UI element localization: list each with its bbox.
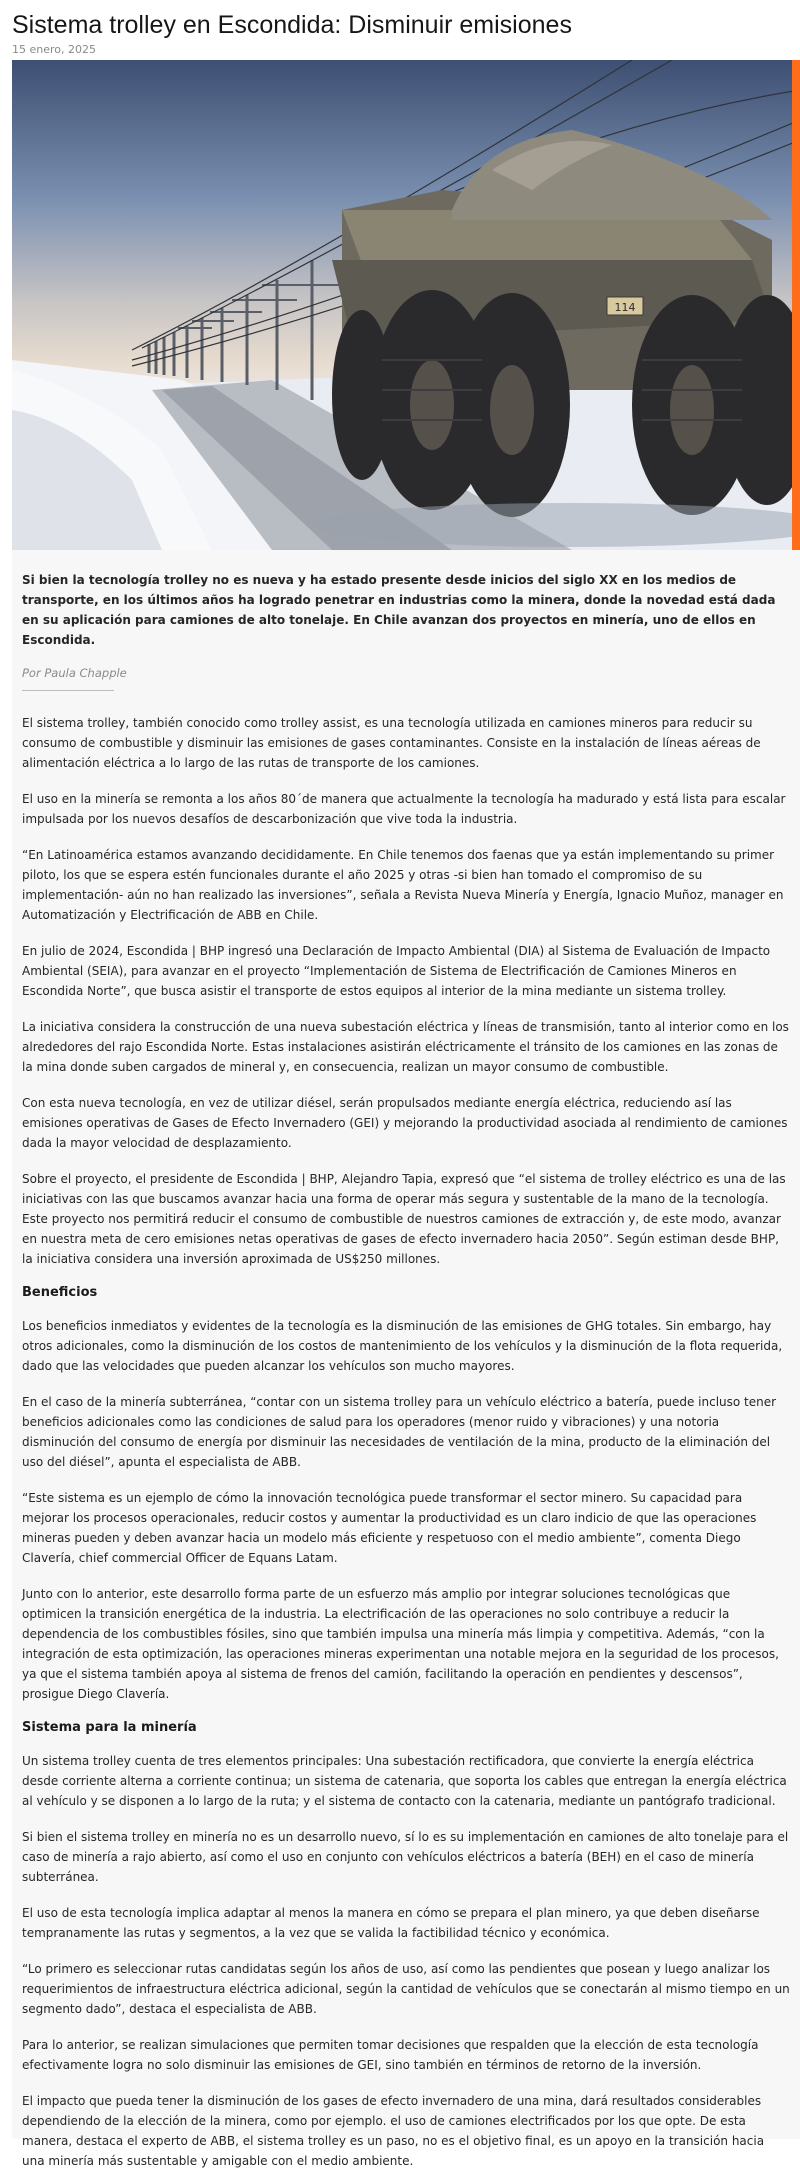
body-paragraph: Los beneficios inmediatos y evidentes de la tecnología es la disminución de las emisiones de GHG totales. Sin embargo, hay otros adicionales, como la disminución de los costos de mantenimiento de los vehículos y la disminución de la flota requerida, dado que las velocidades que pueden alcanzar los vehículos son mucho mayores. xyxy=(22,1319,783,1373)
page-title: Sistema trolley en Escondida: Disminuir emisiones xyxy=(12,11,572,39)
publish-date: 15 enero, 2025 xyxy=(12,43,96,56)
article-author: Por Paula Chapple xyxy=(22,666,127,680)
section-heading-sistema: Sistema para la minería xyxy=(22,1720,197,1735)
body-paragraph: Un sistema trolley cuenta de tres elementos principales: Una subestación rectificadora, que convierte la energía eléctrica desde corriente alterna a corriente continua; un sistema de catenaria, que soporta los cables que entregan la energía eléctrica al vehículo y se disponen a lo largo de la ruta; y el sistema de contacto con la catenaria, mediante un pantógrafo tradicional. xyxy=(22,1754,787,1808)
hero-image xyxy=(12,60,800,550)
body-paragraph: “En Latinoamérica estamos avanzando decididamente. En Chile tenemos dos faenas que ya están implementando su primer piloto, los que se espera estén funcionales durante el año 2025 y otras -si bien han tomado el compromiso de su implementación- aún no han realizado las inversiones”, señala a Revista Nueva Minería y Energía, Ignacio Muñoz, manager en Automatización y Electrificación de ABB en Chile. xyxy=(22,848,784,922)
body-paragraph: El sistema trolley, también conocido como trolley assist, es una tecnología utilizada en camiones mineros para reducir su consumo de combustible y disminuir las emisiones de gases contaminantes. Consiste en la instalación de líneas aéreas de alimentación eléctrica a lo largo de las rutas de transporte de los camiones. xyxy=(22,716,761,770)
hero-accent-bar xyxy=(792,60,800,550)
article-body xyxy=(12,550,800,2168)
body-paragraph: El uso de esta tecnología implica adaptar al menos la manera en cómo se prepara el plan minero, ya que deben diseñarse tempranamente las rutas y segmentos, a la vez que se valida la factibilidad técnico y económica. xyxy=(22,1906,760,1940)
article-header xyxy=(0,0,800,56)
author-divider xyxy=(22,690,114,691)
mining-truck-image xyxy=(12,60,800,550)
body-paragraph: “Este sistema es un ejemplo de cómo la innovación tecnológica puede transformar el sector minero. Su capacidad para mejorar los procesos operacionales, reducir costos y aumentar la productividad es un claro indicio de que las operaciones mineras pueden y deben avanzar hacia un modelo más eficiente y respetuoso con el medio ambiente”, comenta Diego Clavería, chief commercial Officer de Equans Latam. xyxy=(22,1491,757,1565)
section-heading-beneficios: Beneficios xyxy=(22,1285,98,1300)
body-paragraph: “Lo primero es seleccionar rutas candidatas según los años de uso, así como las pendientes que posean y luego analizar los requerimientos de infraestructura eléctrica adicional, según la cantidad de vehículos que se conectarán al mismo tiempo en un segmento dado”, destaca el especialista de ABB. xyxy=(22,1962,790,2016)
body-paragraph: La iniciativa considera la construcción de una nueva subestación eléctrica y líneas de transmisión, tanto al interior como en los alrededores del rajo Escondida Norte. Estas instalaciones asistirán eléctricamente el tránsito de los camiones en las zonas de la mina donde suben cargados de mineral y, en consecuencia, realizan un mayor consumo de combustible. xyxy=(22,1020,789,1074)
svg-text:114: 114 xyxy=(614,301,636,314)
body-paragraph: Sobre el proyecto, el presidente de Escondida | BHP, Alejandro Tapia, expresó que “el sistema de trolley eléctrico es una de las iniciativas con las que buscamos avanzar hacia una forma de operar más segura y sustentable de la mano de la tecnología. Este proyecto nos permitirá reducir el consumo de combustible de nuestros camiones de extracción y, de este modo, avanzar en nuestra meta de cero emisiones netas operativas de gases de efecto invernadero hacia 2050”. Según estiman desde BHP, la iniciativa considera una inversión aproximada de US$250 millones. xyxy=(22,1172,786,1266)
body-paragraph: Para lo anterior, se realizan simulaciones que permiten tomar decisiones que respalden que la elección de esta tecnología efectivamente logra no solo disminuir las emisiones de GEI, sino también en términos de retorno de la inversión. xyxy=(22,2038,759,2072)
body-paragraph: El impacto que pueda tener la disminución de los gases de efecto invernadero de una mina, dará resultados considerables dependiendo de la elección de la minera, como por ejemplo. el uso de camiones electrificados por los que opte. De esta manera, destaca el experto de ABB, el sistema trolley es un paso, no es el objetivo final, es un apoyo en la transición hacia una minería más sustentable y amigable con el medio ambiente. xyxy=(22,2094,765,2168)
body-paragraph: Junto con lo anterior, este desarrollo forma parte de un esfuerzo más amplio por integrar soluciones tecnológicas que optimicen la transición energética de la industria. La electrificación de las operaciones no solo contribuye a reducir la dependencia de los combustibles fósiles, sino que también impulsa una minería más limpia y competitiva. Además, “con la integración de esta optimización, las operaciones mineras experimentan una notable mejora en la seguridad de los procesos, ya que el sistema también apoya al sistema de frenos del camión, facilitando la operación en pendientes y descensos”, prosigue Diego Clavería. xyxy=(22,1587,779,1701)
body-paragraph: En el caso de la minería subterránea, “contar con un sistema trolley para un vehículo eléctrico a batería, puede incluso tener beneficios adicionales como las condiciones de salud para los operadores (menor ruido y vibraciones) y una notoria disminución del consumo de energía por disminuir las necesidades de ventilación de la mina, producto de la eliminación del uso del diésel”, apunta el especialista de ABB. xyxy=(22,1395,777,1469)
article-lead: Si bien la tecnología trolley no es nueva y ha estado presente desde inicios del siglo XX en los medios de transporte, en los últimos años ha logrado penetrar en industrias como la minera, donde la novedad está dada en su aplicación para camiones de alto tonelaje. En Chile avanzan dos proyectos en minería, uno de ellos en Escondida. xyxy=(22,573,776,647)
body-paragraph: El uso en la minería se remonta a los años 80´de manera que actualmente la tecnología ha madurado y está lista para escalar impulsada por los nuevos desafíos de descarbonización que vive toda la industria. xyxy=(22,792,786,826)
body-paragraph: Con esta nueva tecnología, en vez de utilizar diésel, serán propulsados mediante energía eléctrica, reduciendo así las emisiones operativas de Gases de Efecto Invernadero (GEI) y mejorando la productividad asociada al rendimiento de camiones dada la mayor velocidad de desplazamiento. xyxy=(22,1096,788,1150)
body-paragraph: En julio de 2024, Escondida | BHP ingresó una Declaración de Impacto Ambiental (DIA) al Sistema de Evaluación de Impacto Ambiental (SEIA), para avanzar en el proyecto “Implementación de Sistema de Electrificación de Camiones Mineros en Escondida Norte”, que busca asistir el transporte de estos equipos al interior de la mina mediante un sistema trolley. xyxy=(22,944,771,998)
body-paragraph: Si bien el sistema trolley en minería no es un desarrollo nuevo, sí lo es su implementación en camiones de alto tonelaje para el caso de minería a rajo abierto, así como el uso en conjunto con vehículos eléctricos a batería (BEH) en el caso de minería subterránea. xyxy=(22,1830,789,1884)
